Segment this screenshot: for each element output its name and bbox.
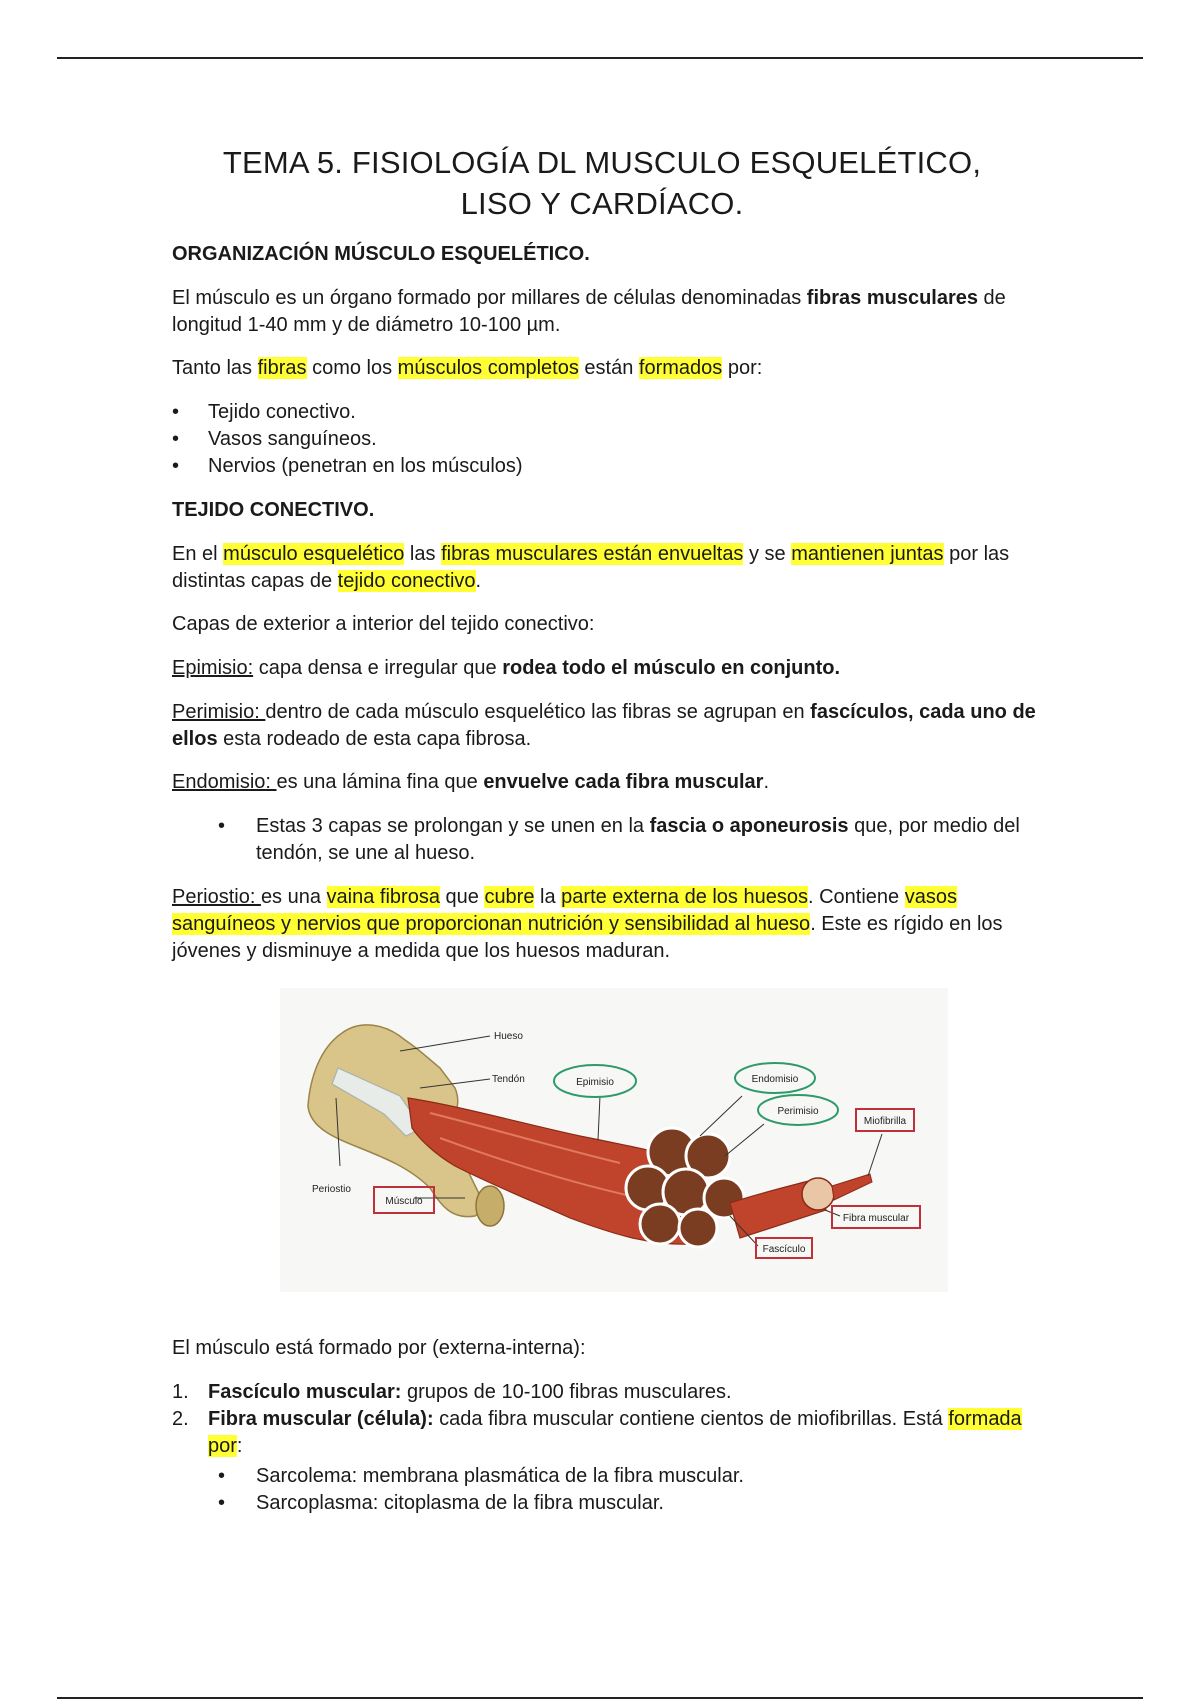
- header-rule: [57, 57, 1143, 59]
- components-list: [172, 399, 523, 480]
- label-musculo: Músculo: [385, 1196, 423, 1207]
- fiber-cross-section: [802, 1178, 834, 1210]
- muscle-structure-figure: [280, 988, 948, 1292]
- label-periostio: Periostio: [312, 1184, 351, 1195]
- label-hueso: Hueso: [494, 1031, 523, 1042]
- section-heading-tejido-conectivo: TEJIDO CONECTIVO.: [172, 499, 375, 521]
- label-perimisio: Perimisio: [777, 1106, 819, 1117]
- label-fibra-muscular: Fibra muscular: [842, 1213, 910, 1224]
- label-epimisio: Epimisio: [576, 1077, 614, 1088]
- paragraph-periostio: Periostio: es una vaina fibrosa que cubre la parte externa de los huesos. Contiene vasos sanguíneos y nervios que proporcionan nutrición y sensibilidad al hueso. Este es rígido en los jóvenes y disminuye a medida que los huesos maduran.: [172, 886, 1003, 962]
- list-item: • Tejido conectivo.: [172, 399, 523, 426]
- numbered-list: [172, 1379, 1042, 1460]
- paragraph-externa-interna: El músculo está formado por (externa-interna):: [172, 1337, 586, 1359]
- title-line-1: TEMA 5. FISIOLOGÍA DL MUSCULO ESQUELÉTICO,: [222, 145, 982, 180]
- label-fasciculo: Fascículo: [762, 1244, 806, 1255]
- footer-rule: [57, 1697, 1143, 1699]
- title-line-2: LISO Y CARDÍACO.: [460, 186, 744, 221]
- fiber-parts-list: [256, 1463, 1042, 1517]
- paragraph-epimisio: Epimisio: capa densa e irregular que rodea todo el músculo en conjunto.: [172, 657, 840, 679]
- list-item: • Vasos sanguíneos.: [172, 426, 523, 453]
- list-item: • Sarcolema: membrana plasmática de la fibra muscular.: [256, 1463, 1042, 1490]
- paragraph-formados-por: Tanto las fibras como los músculos completos están formados por:: [172, 357, 763, 379]
- paragraph-musculo-organo: El músculo es un órgano formado por millares de células denominadas fibras musculares de longitud 1-40 mm y de diámetro 10-100 µm.: [172, 287, 1006, 336]
- list-item: • Sarcoplasma: citoplasma de la fibra muscular.: [256, 1490, 1042, 1517]
- paragraph-perimisio: Perimisio: dentro de cada músculo esquelético las fibras se agrupan en fascículos, cada uno de ellos esta rodeado de esta capa fibrosa.: [172, 701, 1036, 750]
- bone-cut-end: [476, 1186, 504, 1226]
- label-tendon: Tendón: [492, 1074, 525, 1085]
- label-miofibrilla: Miofibrilla: [863, 1116, 907, 1127]
- list-item: • Nervios (penetran en los músculos): [172, 453, 523, 480]
- paragraph-endomisio: Endomisio: es una lámina fina que envuelve cada fibra muscular.: [172, 771, 770, 793]
- list-item: • Estas 3 capas se prolongan y se unen en la fascia o aponeurosis que, por medio del tendón, se une al hueso.: [256, 813, 1042, 867]
- list-item: 2. Fibra muscular (célula): cada fibra muscular contiene cientos de miofibrillas. Está formada por:: [172, 1408, 1022, 1457]
- page-title: [172, 142, 1032, 224]
- label-endomisio: Endomisio: [751, 1074, 799, 1085]
- section-heading-organizacion: ORGANIZACIÓN MÚSCULO ESQUELÉTICO.: [172, 243, 590, 265]
- list-item: 1. Fascículo muscular: grupos de 10-100 fibras musculares.: [172, 1381, 732, 1403]
- paragraph-capas: Capas de exterior a interior del tejido conectivo:: [172, 613, 595, 635]
- capas-bullet-list: [256, 813, 1042, 867]
- paragraph-fibras-envueltas: En el músculo esquelético las fibras musculares están envueltas y se mantienen juntas por las distintas capas de tejido conectivo.: [172, 543, 1010, 592]
